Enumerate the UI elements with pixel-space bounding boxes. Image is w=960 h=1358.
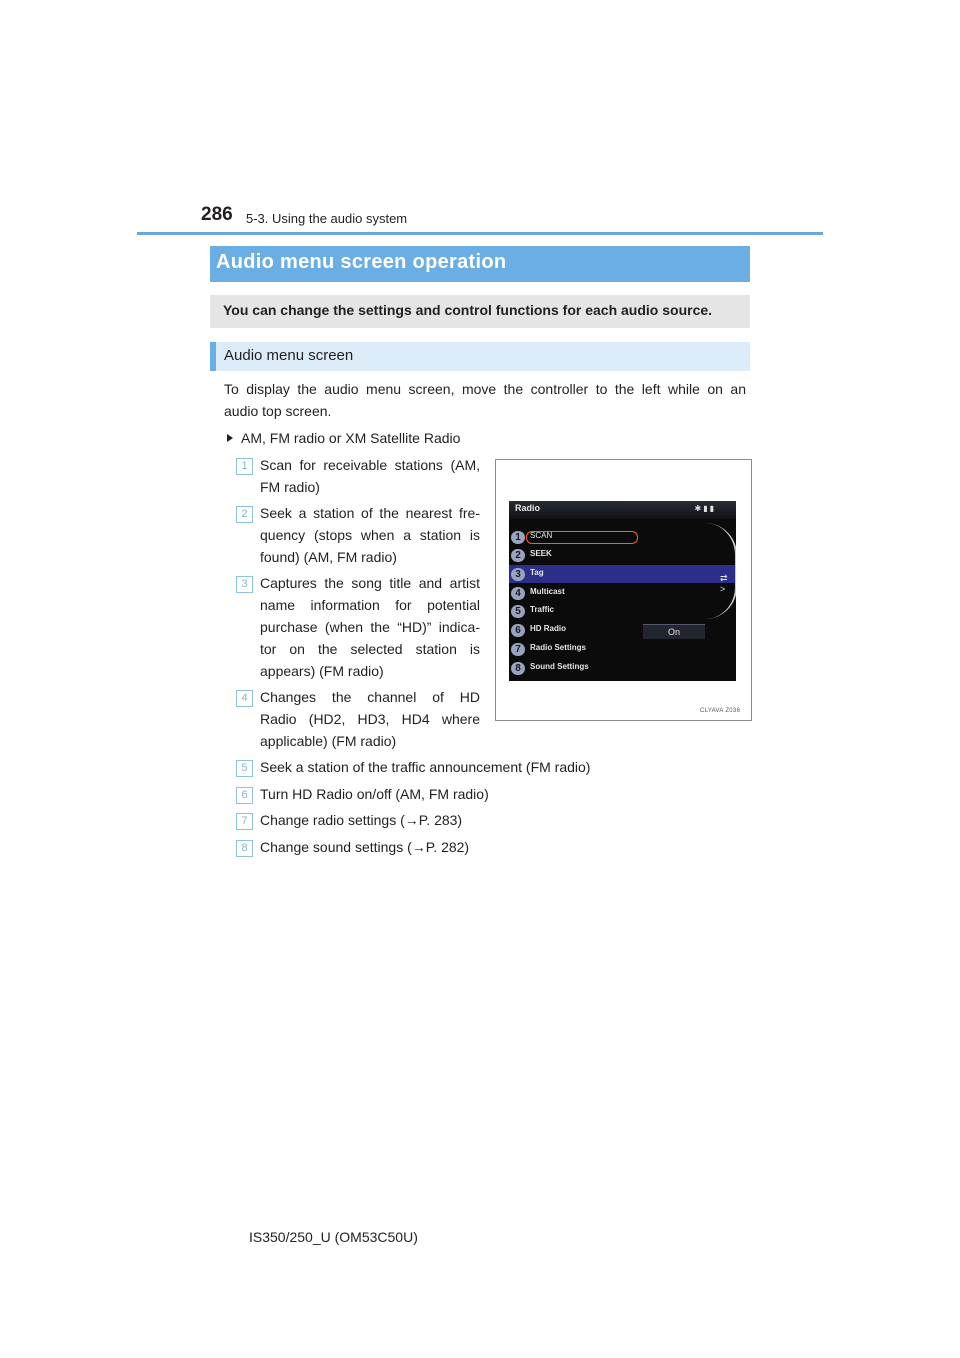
- menu-label: SEEK: [530, 549, 552, 558]
- item-number-6: 6: [236, 787, 253, 804]
- subheading-bar: [210, 342, 750, 371]
- item-text-8: Change sound settings (→P. 282): [260, 839, 470, 855]
- item-text-5: Seek a station of the traffic announcement (FM radio): [260, 759, 591, 775]
- intro-text: You can change the settings and control functions for each audio source.: [223, 302, 713, 318]
- item-number-5: 5: [236, 760, 253, 777]
- item-number-8: 8: [236, 840, 253, 857]
- menu-label: Multicast: [530, 587, 565, 596]
- page-title: Audio menu screen operation: [216, 251, 507, 273]
- instruction-line-1: To display the audio menu screen, move the controller to the left while on an: [224, 381, 746, 397]
- item-number-7: 7: [236, 813, 253, 830]
- item-3-line: appears) (FM radio): [260, 663, 384, 679]
- page-number: 286: [201, 204, 233, 225]
- item-number-2: 2: [236, 506, 253, 523]
- item-number-3: 3: [236, 576, 253, 593]
- menu-label: Traffic: [530, 605, 555, 614]
- footer-model: IS350/250_U (OM53C50U): [249, 1229, 418, 1245]
- item-text-3: [260, 572, 480, 682]
- subheading: Audio menu screen: [224, 347, 354, 364]
- item-4-line: applicable) (FM radio): [260, 733, 397, 749]
- item-number-4: 4: [236, 690, 253, 707]
- item-4-line: Radio (HD2, HD3, HD4 where: [260, 711, 480, 727]
- bullet-triangle-icon: [227, 434, 233, 442]
- item-text-2: [260, 502, 480, 568]
- menu-label: SCAN: [530, 531, 553, 540]
- item-2-line: found) (AM, FM radio): [260, 549, 397, 565]
- status-icons: ✱▮▮: [694, 504, 716, 513]
- image-code: CLYAVA Z036: [700, 708, 741, 714]
- back-arrow-icon: ⇄ >: [720, 573, 728, 594]
- instruction: [224, 378, 746, 422]
- menu-row-radio-settings[interactable]: [509, 640, 736, 658]
- menu-label: Radio Settings: [530, 643, 587, 652]
- menu-badge: 7: [511, 643, 525, 656]
- header-rule: [137, 232, 823, 235]
- item-4-line: Changes the channel of HD: [260, 689, 480, 705]
- radio-screen: [509, 501, 736, 681]
- scroll-arc: [705, 523, 736, 619]
- item-text-1: [260, 454, 480, 498]
- menu-label: HD Radio: [530, 624, 566, 633]
- screen-title: Radio: [515, 503, 541, 513]
- item-3-line: Captures the song title and artist: [260, 575, 480, 591]
- title-bar: [210, 246, 750, 282]
- screen-topbar: [509, 501, 736, 519]
- item-3-line: tor on the selected station is: [260, 641, 480, 657]
- item-number-1: 1: [236, 458, 253, 475]
- menu-badge: 5: [511, 605, 525, 618]
- item-text-4: [260, 686, 480, 752]
- menu-badge: 1: [511, 531, 525, 544]
- bullet-item: [227, 427, 460, 449]
- menu-row-seek[interactable]: [509, 546, 736, 564]
- bullet-text: AM, FM radio or XM Satellite Radio: [241, 430, 461, 446]
- audio-menu-figure: [495, 459, 752, 721]
- menu-badge: 6: [511, 624, 525, 637]
- section-label: 5-3. Using the audio system: [246, 211, 408, 226]
- intro-bar: [210, 295, 750, 328]
- item-text-7: Change radio settings (→P. 283): [260, 812, 463, 828]
- item-text-6: Turn HD Radio on/off (AM, FM radio): [260, 786, 489, 802]
- scan-highlight-outline: [526, 531, 638, 544]
- menu-badge: 3: [511, 568, 525, 581]
- item-1-line: FM radio): [260, 479, 320, 495]
- item-2-line: quency (stops when a station is: [260, 527, 480, 543]
- menu-badge: 2: [511, 549, 525, 562]
- menu-row-multicast[interactable]: [509, 584, 736, 602]
- subheading-accent: [210, 342, 216, 371]
- menu-row-sound-settings[interactable]: [509, 659, 736, 677]
- menu-row-tag[interactable]: [509, 565, 736, 583]
- menu-row-traffic[interactable]: [509, 602, 736, 620]
- item-3-line: purchase (when the “HD)” indica-: [260, 619, 480, 635]
- instruction-line-2: audio top screen.: [224, 403, 332, 419]
- item-1-line: Scan for receivable stations (AM,: [260, 457, 480, 473]
- item-2-line: Seek a station of the nearest fre-: [260, 505, 480, 521]
- menu-label: Tag: [530, 568, 544, 577]
- menu-badge: 8: [511, 662, 525, 675]
- menu-label: Sound Settings: [530, 662, 589, 671]
- hd-radio-on-toggle[interactable]: On: [643, 624, 705, 639]
- item-3-line: name information for potential: [260, 597, 480, 613]
- menu-badge: 4: [511, 587, 525, 600]
